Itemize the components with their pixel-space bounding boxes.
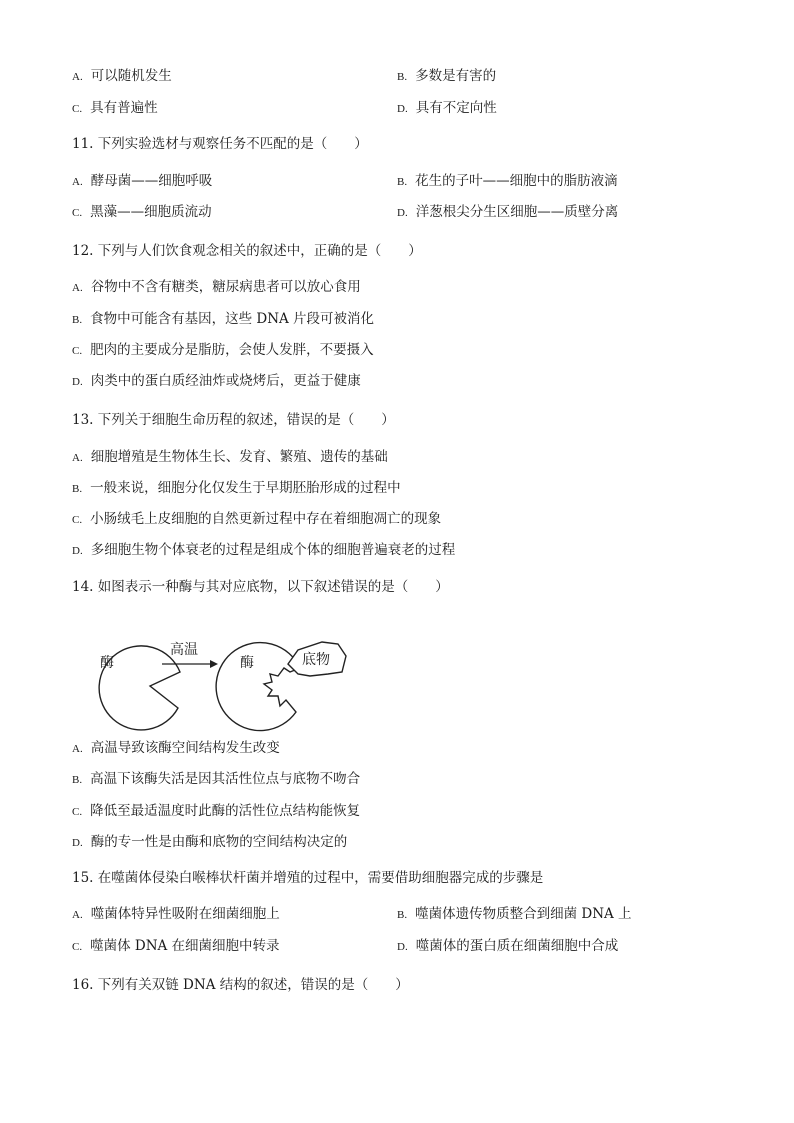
- q12-stem: 12. 下列与人们饮食观念相关的叙述中，正确的是（ ）: [72, 243, 422, 259]
- q16-stem: 16. 下列有关双链 DNA 结构的叙述，错误的是（ ）: [72, 977, 409, 993]
- q15-option-d: D. 噬菌体的蛋白质在细菌细胞中合成: [397, 938, 619, 954]
- q13-option-c: C. 小肠绒毛上皮细胞的自然更新过程中存在着细胞凋亡的现象: [72, 511, 442, 527]
- q14-stem: 14. 如图表示一种酶与其对应底物，以下叙述错误的是（ ）: [72, 579, 449, 595]
- q10-option-c: C. 具有普遍性: [72, 100, 158, 116]
- q11-option-d: D. 洋葱根尖分生区细胞——质壁分离: [397, 204, 619, 220]
- q10-option-a: A. 可以随机发生: [72, 68, 172, 84]
- substrate-label: 底物: [302, 652, 330, 668]
- enzyme-shape-right: [216, 643, 300, 731]
- arrow-head: [210, 660, 218, 668]
- q13-option-b: B. 一般来说，细胞分化仅发生于早期胚胎形成的过程中: [72, 480, 401, 496]
- q12-option-a: A. 谷物中不含有糖类，糖尿病患者可以放心食用: [72, 279, 361, 295]
- q15-option-b: B. 噬菌体遗传物质整合到细菌 DNA 上: [397, 906, 632, 922]
- enzyme-label-right: 酶: [240, 655, 254, 671]
- q14-option-c: C. 降低至最适温度时此酶的活性位点结构能恢复: [72, 803, 361, 819]
- q13-option-a: A. 细胞增殖是生物体生长、发育、繁殖、遗传的基础: [72, 449, 388, 465]
- q14-option-d: D. 酶的专一性是由酶和底物的空间结构决定的: [72, 834, 348, 850]
- enzyme-substrate-figure: [92, 634, 352, 734]
- q11-option-a: A. 酵母菌——细胞呼吸: [72, 173, 213, 189]
- q15-option-a: A. 噬菌体特异性吸附在细菌细胞上: [72, 906, 280, 922]
- q10-option-d: D. 具有不定向性: [397, 100, 497, 116]
- q11-stem: 11. 下列实验选材与观察任务不匹配的是（ ）: [72, 136, 368, 152]
- q12-option-d: D. 肉类中的蛋白质经油炸或烧烤后，更益于健康: [72, 373, 361, 389]
- q14-option-b: B. 高温下该酶失活是因其活性位点与底物不吻合: [72, 771, 361, 787]
- q13-option-d: D. 多细胞生物个体衰老的过程是组成个体的细胞普遍衰老的过程: [72, 542, 456, 558]
- q11-option-b: B. 花生的子叶——细胞中的脂肪液滴: [397, 173, 618, 189]
- q12-option-c: C. 肥肉的主要成分是脂肪，会使人发胖，不要摄入: [72, 342, 374, 358]
- q10-option-b: B. 多数是有害的: [397, 68, 497, 84]
- q14-option-a: A. 高温导致该酶空间结构发生改变: [72, 740, 280, 756]
- q15-stem: 15. 在噬菌体侵染白喉棒状杆菌并增殖的过程中，需要借助细胞器完成的步骤是: [72, 870, 544, 886]
- q15-option-c: C. 噬菌体 DNA 在细菌细胞中转录: [72, 938, 280, 954]
- q12-option-b: B. 食物中可能含有基因，这些 DNA 片段可被消化: [72, 311, 375, 327]
- q13-stem: 13. 下列关于细胞生命历程的叙述，错误的是（ ）: [72, 412, 395, 428]
- enzyme-label-left: 酶: [100, 655, 114, 671]
- arrow-label: 高温: [170, 642, 198, 658]
- q11-option-c: C. 黑藻——细胞质流动: [72, 204, 212, 220]
